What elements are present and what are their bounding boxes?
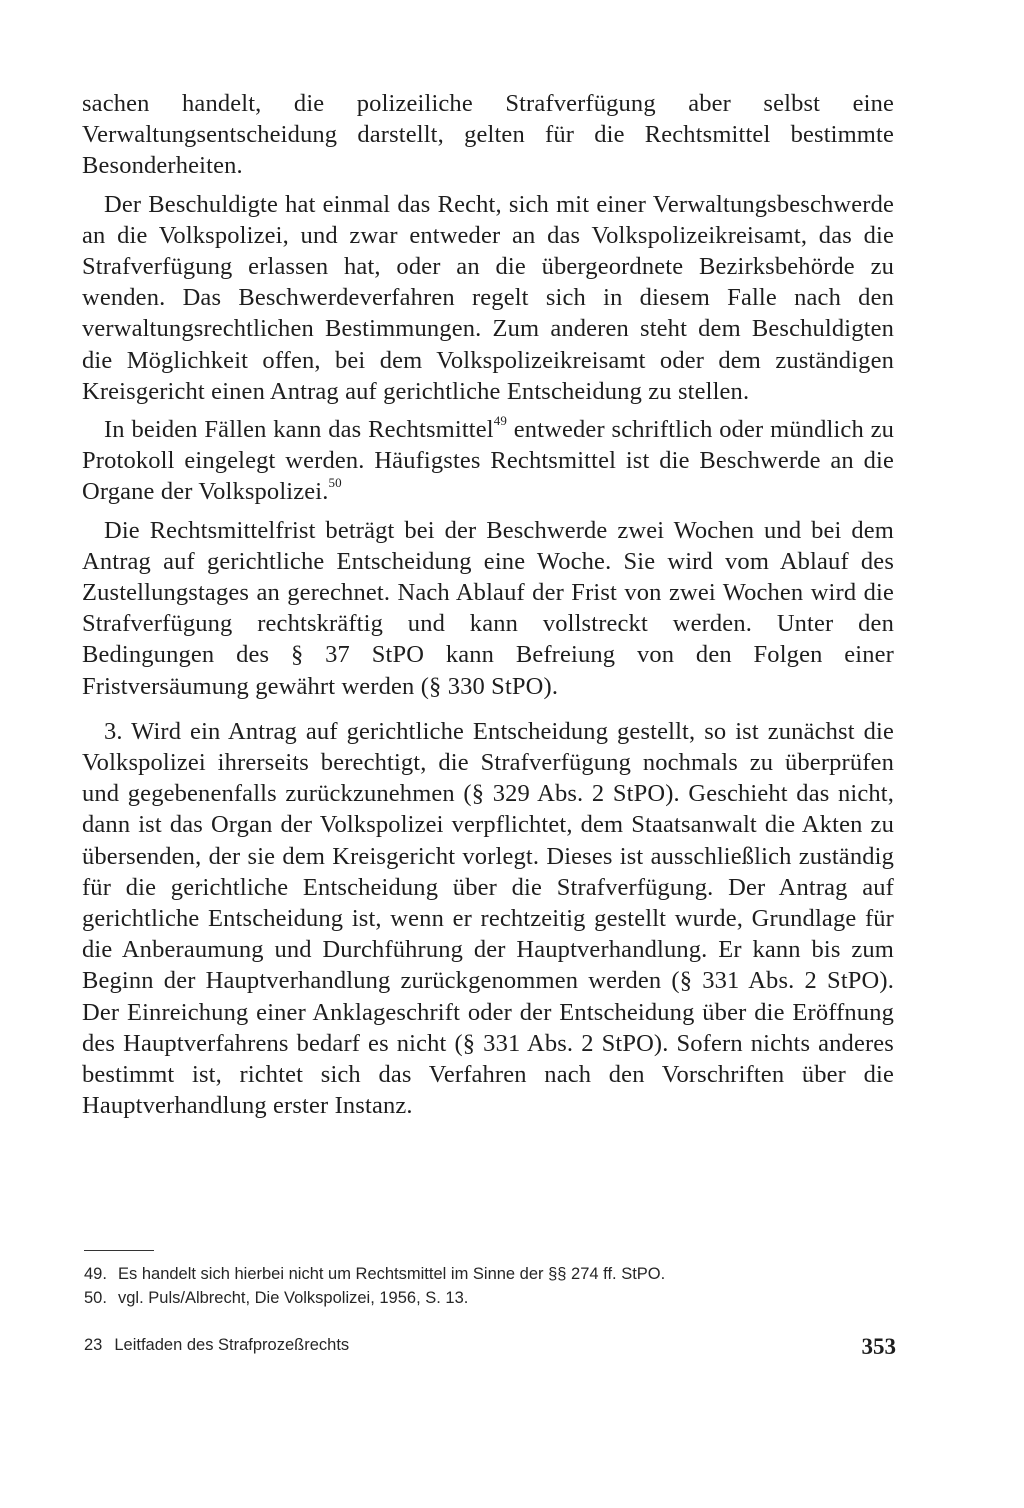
footnote-ref-50: 50	[328, 475, 342, 491]
footnote-49	[84, 1262, 864, 1286]
paragraph-rechtsmittel-part-a: In beiden Fällen kann das Rechtsmittel	[104, 416, 494, 444]
footnote-text: vgl. Puls/Albrecht, Die Volkspolizei, 1956, S. 13.	[118, 1289, 469, 1307]
footnote-ref-49: 49	[493, 412, 508, 428]
paragraph-beschwerde: Der Beschuldigte hat einmal das Recht, sich mit einer Verwaltungsbeschwerde an die Volkspolizei, und zwar entweder an das Volkspolizeikreisamt, das die Strafverfügung erlassen hat, oder an die übergeordnete Bezirksbehörde zu wenden. Das Beschwerdeverfahren regelt sich in diesem Falle nach den verwaltungsrechtlichen Bestimmungen. Zum anderen steht dem Beschuldigten die Möglichkeit offen, bei dem Volkspolizeikreisamt oder dem zuständigen Kreisgericht einen Antrag auf gerichtliche Entscheidung zu stellen.	[82, 190, 894, 405]
footnote-50	[84, 1286, 864, 1310]
footnote-divider	[84, 1250, 154, 1251]
paragraph-rechtsmittel	[82, 414, 894, 508]
footnotes	[84, 1262, 864, 1310]
page-footer	[84, 1334, 896, 1364]
paragraph-antrag: 3. Wird ein Antrag auf gerichtliche Entscheidung gestellt, so ist zunächst die Volkspolizei ihrerseits berechtigt, die Strafverfügung nochmals zu überprüfen und gegebenenfalls zurückzunehmen (§ 329 Abs. 2 StPO). Geschieht das nicht, dann ist das Organ der Volkspolizei verpflichtet, dem Staatsanwalt die Akten zu übersenden, der sie dem Kreisgericht vorlegt. Dieses ist ausschließlich zuständig für die gerichtliche Entscheidung über die Strafverfügung. Der Antrag auf gerichtliche Entscheidung ist, wenn er rechtzeitig gestellt wurde, Grundlage für die Anberaumung und Durchführung der Hauptverhandlung. Er kann bis zum Beginn der Hauptverhandlung zurückgenommen werden (§ 331 Abs. 2 StPO). Der Einreichung einer Anklageschrift oder der Entscheidung über die Eröffnung des Hauptverfahrens bedarf es nicht (§ 331 Abs. 2 StPO). Sofern nichts anderes bestimmt ist, richtet sich das Verfahren nach den Vorschriften über die Hauptverhandlung erster Instanz.	[82, 717, 894, 1120]
body-text	[82, 88, 894, 1122]
signature-title: Leitfaden des Strafprozeßrechts	[114, 1336, 350, 1354]
signature-number: 23	[84, 1336, 103, 1354]
paragraph-continuation: sachen handelt, die polizeiliche Strafverfügung aber selbst eine Verwaltungsentscheidung darstellt, gelten für die Rechtsmittel bestimmte Besonderheiten.	[82, 90, 894, 180]
footnote-number: 49.	[84, 1265, 107, 1283]
paragraph-frist: Die Rechtsmittelfrist beträgt bei der Beschwerde zwei Wochen und bei dem Antrag auf gerichtliche Entscheidung eine Woche. Sie wird vom Ablauf des Zustellungstages an gerechnet. Nach Ablauf der Frist von zwei Wochen wird die Strafverfügung rechtskräftig und kann vollstreckt werden. Unter den Bedingungen des § 37 StPO kann Befreiung von den Folgen einer Fristversäumung gewährt werden (§ 330 StPO).	[82, 516, 894, 700]
paragraph-rechtsmittel-part-b: entweder schriftlich oder mündlich zu Protokoll eingelegt werden. Häufigstes Rechtsmittel ist die Beschwerde an die Organe der Volkspolizei.	[82, 416, 895, 506]
footnote-text: Es handelt sich hierbei nicht um Rechtsmittel im Sinne der §§ 274 ff. StPO.	[118, 1265, 666, 1283]
printer-signature	[84, 1336, 349, 1355]
page-number: 353	[861, 1334, 896, 1359]
footnote-number: 50.	[84, 1289, 107, 1307]
